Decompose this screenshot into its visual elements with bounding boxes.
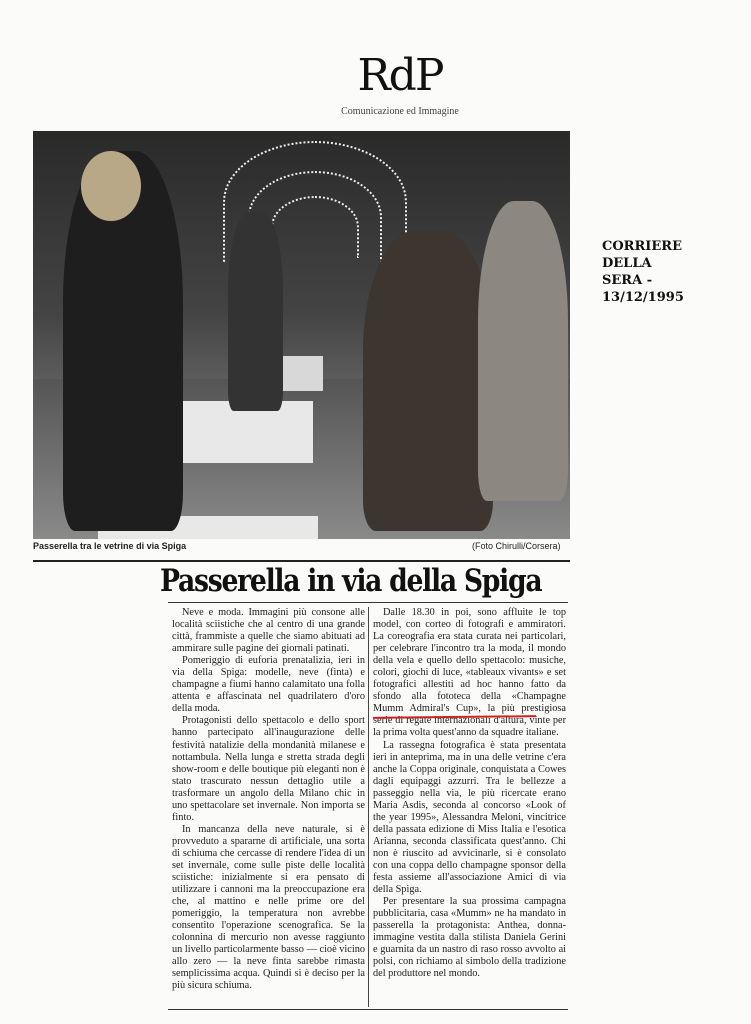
article-column-right: [373, 607, 566, 980]
paragraph: Pomeriggio di euforia prenatalizia, ieri in via della Spiga: modelle, neve (finta) e champagne a fiumi hanno calamitato una folla attenta e affascinata nel quadrilatero d'oro della moda.: [172, 655, 365, 715]
source-line: CORRIERE: [602, 239, 682, 254]
model-head: [81, 151, 141, 221]
newspaper-source: [602, 238, 722, 306]
article-headline: Passerella in via della Spiga: [160, 563, 542, 599]
source-line: DELLA: [602, 256, 652, 271]
paragraph: Protagonisti dello spettacolo e dello sport hanno partecipato all'inaugurazione delle festività natalizie della mondanità milanese e nottambula. Nella lunga e stretta strada degli show-room e delle boutique più eleganti non è stato trascurato nessun dettaglio utile a trasformare un angolo della Milano chic in uno spettacolare set invernale. Non importa se finto.: [172, 715, 365, 823]
paragraph: Dalle 18.30 in poi, sono affluite le top model, con corteo di fotografi e ammiratori. La coreografia era stata curata nei particolari, per celebrare l'incontro tra la moda, il mondo della vela e quello dello spettacolo: musiche, colori, giochi di luce, «tableaux vivants» e set fotografici allestiti ad hoc hanno fatto da sfondo alla fototeca della «Champagne Mumm Admiral's Cup», la più prestigiosa serie di regate internazionali d'altura, vinte per la prima volta quest'anno da squadre italiane.: [373, 607, 566, 739]
paragraph: La rassegna fotografica è stata presentata ieri in anteprima, ma in una delle vetrine c'era anche la Coppa originale, conquistata a Cowes dagli equipaggi azzurri. Tra le bellezze a passeggio nella via, le più ricercate erano Maria Asdis, seconda al concorso «Look of the year 1995», Alessandra Meloni, vincitrice della passata edizione di Miss Italia e l'esotica Arianna, seconda classificata quest'anno. Chi non è riuscito ad avvicinarle, si è consolato con una coppa dello champagne sponsor della festa assieme all'associazione Amici di via della Spiga.: [373, 739, 566, 896]
logo-mark: RdP: [357, 50, 443, 101]
photo-caption: Passerella tra le vetrine di via Spiga: [33, 541, 187, 551]
crowd-figure: [478, 201, 568, 501]
paragraph: Per presentare la sua prossima campagna pubblicitaria, casa «Mumm» ne ha mandato in passerella la protagonista: Anthea, donna-immagine vestita dalla stilista Daniela Gerini e guarnita da un nastro di raso rosso avvolto ai polsi, con richiamo al simbolo della tradizione del produttore nel mondo.: [373, 896, 566, 980]
crowd-figure: [363, 231, 493, 531]
column-divider: [368, 607, 369, 1007]
paragraph: Neve e moda. Immagini più consone alle località sciistiche che al centro di una grande città, frammiste a quelle che siamo abituati ad ammirare sulle pagine dei giornali patinati.: [172, 607, 365, 655]
paragraph: In mancanza della neve naturale, si è provveduto a spararne di artificiale, una sorta di schiuma che cercasse di rendere l'idea di un set invernale, come sulle piste delle località sciistiche: inizialmente si era pensato di utilizzare i cannoni ma la preoccupazione era che, al mattino e nelle prime ore del pomeriggio, la temperatura non avrebbe consentito l'operazione scenografica. Se la colonnina di mercurio non avesse raggiunto un livello particolarmente basso — cioè vicino allo zero — la neve finta sarebbe rimasta semplicissima acqua. Quindi si è deciso per la più sicura schiuma.: [172, 823, 365, 992]
logo-subtitle: Comunicazione ed Immagine: [341, 106, 459, 117]
divider: [168, 1009, 568, 1010]
source-date: 13/12/1995: [602, 290, 684, 305]
agency-logo: [330, 52, 470, 117]
article-column-left: [172, 607, 365, 993]
source-line: SERA -: [602, 273, 653, 288]
article-photo: [33, 131, 570, 539]
light-arch: [271, 196, 359, 258]
photo-credit: (Foto Chirulli/Corsera): [472, 541, 561, 551]
divider: [168, 602, 568, 603]
model-figure: [228, 211, 283, 411]
